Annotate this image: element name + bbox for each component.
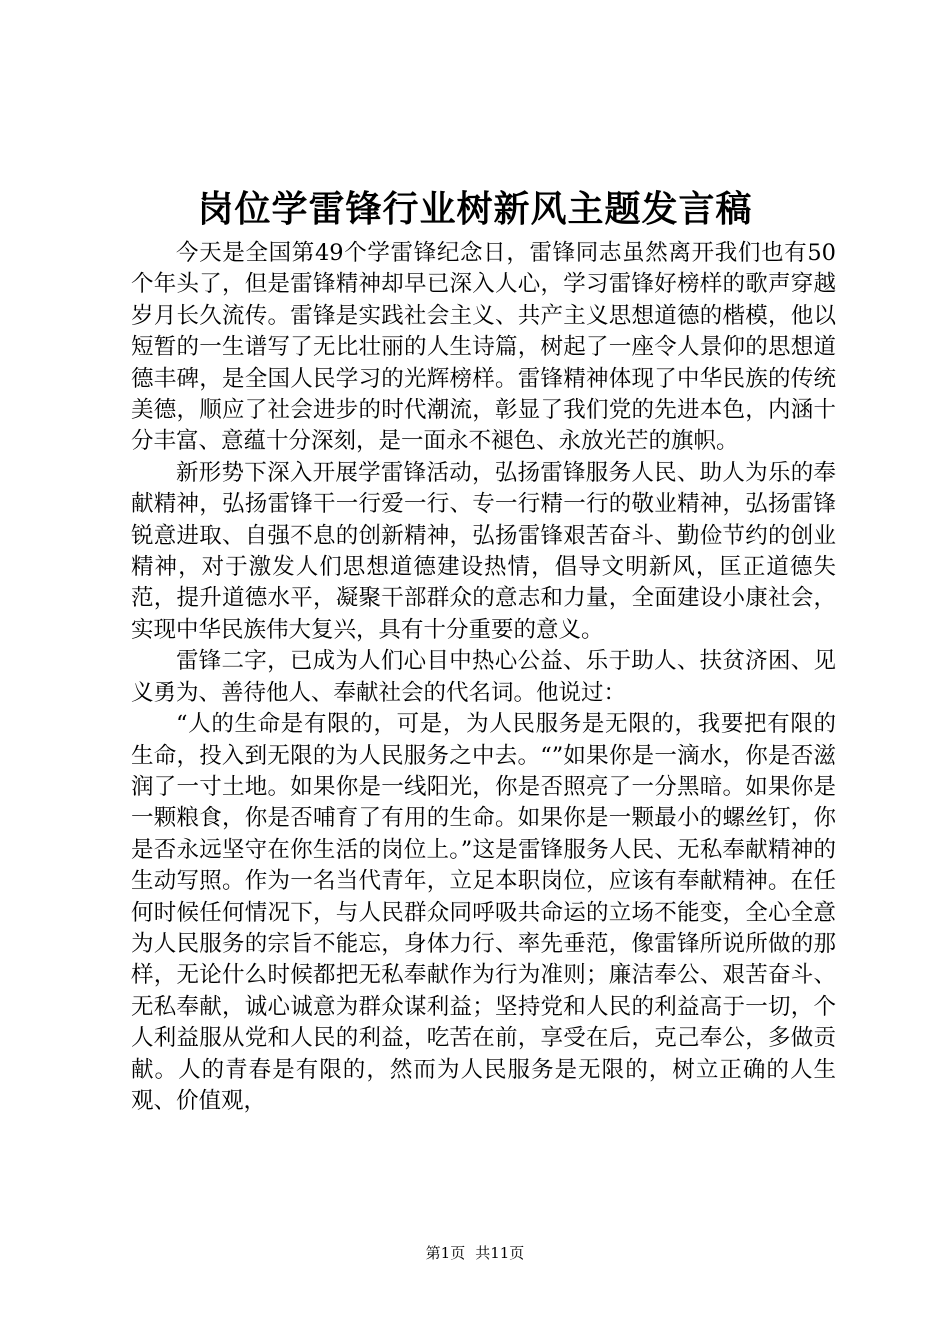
paragraph-3: 雷锋二字，已成为人们心目中热心公益、乐于助人、扶贫济困、见义勇为、善待他人、奉献社会的代名词。他说过： [131, 648, 836, 706]
page-total: 共11页 [475, 1244, 525, 1262]
page-footer [0, 1243, 950, 1263]
paragraph-4-quote: “人的生命是有限的，可是，为人民服务是无限的，我要把有限的生命，投入到无限的为人民服务之中去。“”如果你是一滴水，你是否滋润了一寸土地。如果你是一线阳光，你是否照亮了一分黑暗。如果你是一颗粮食，你是否哺育了有用的生命。如果你是一颗最小的螺丝钉，你是否永远坚守在你生活的岗位上。”这是雷锋服务人民、无私奉献精神的生动写照。作为一名当代青年，立足本职岗位，应该有奉献精神。在任何时候任何情况下，与人民群众同呼吸共命运的立场不能变，全心全意为人民服务的宗旨不能忘，身体力行、率先垂范，像雷锋所说所做的那样，无论什么时候都把无私奉献作为行为准则；廉洁奉公、艰苦奋斗、无私奉献，诚心诚意为群众谋利益；坚持党和人民的利益高于一切，个人利益服从党和人民的利益，吃苦在前，享受在后，克己奉公，多做贡献。人的青春是有限的，然而为人民服务是无限的，树立正确的人生观、价值观， [131, 711, 836, 1114]
document-body [131, 238, 836, 1117]
paragraph-1: 今天是全国第49个学雷锋纪念日，雷锋同志虽然离开我们也有50个年头了，但是雷锋精神却早已深入人心，学习雷锋好榜样的歌声穿越岁月长久流传。雷锋是实践社会主义、共产主义思想道德的楷模，他以短暂的一生谱写了无比壮丽的人生诗篇，树起了一座令人景仰的思想道德丰碑，是全国人民学习的光辉榜样。雷锋精神体现了中华民族的传统美德，顺应了社会进步的时代潮流，彰显了我们党的先进本色，内涵十分丰富、意蕴十分深刻，是一面永不褪色、永放光芒的旗帜。 [131, 240, 836, 455]
document-title: 岗位学雷锋行业树新风主题发言稿 [197, 188, 753, 230]
page-number: 第1页 [425, 1244, 466, 1262]
paragraph-2: 新形势下深入开展学雷锋活动，弘扬雷锋服务人民、助人为乐的奉献精神，弘扬雷锋干一行爱一行、专一行精一行的敬业精神，弘扬雷锋锐意进取、自强不息的创新精神，弘扬雷锋艰苦奋斗、勤俭节约的创业精神，对于激发人们思想道德建设热情，倡导文明新风，匡正道德失范，提升道德水平，凝聚干部群众的意志和力量，全面建设小康社会，实现中华民族伟大复兴，具有十分重要的意义。 [131, 459, 836, 643]
